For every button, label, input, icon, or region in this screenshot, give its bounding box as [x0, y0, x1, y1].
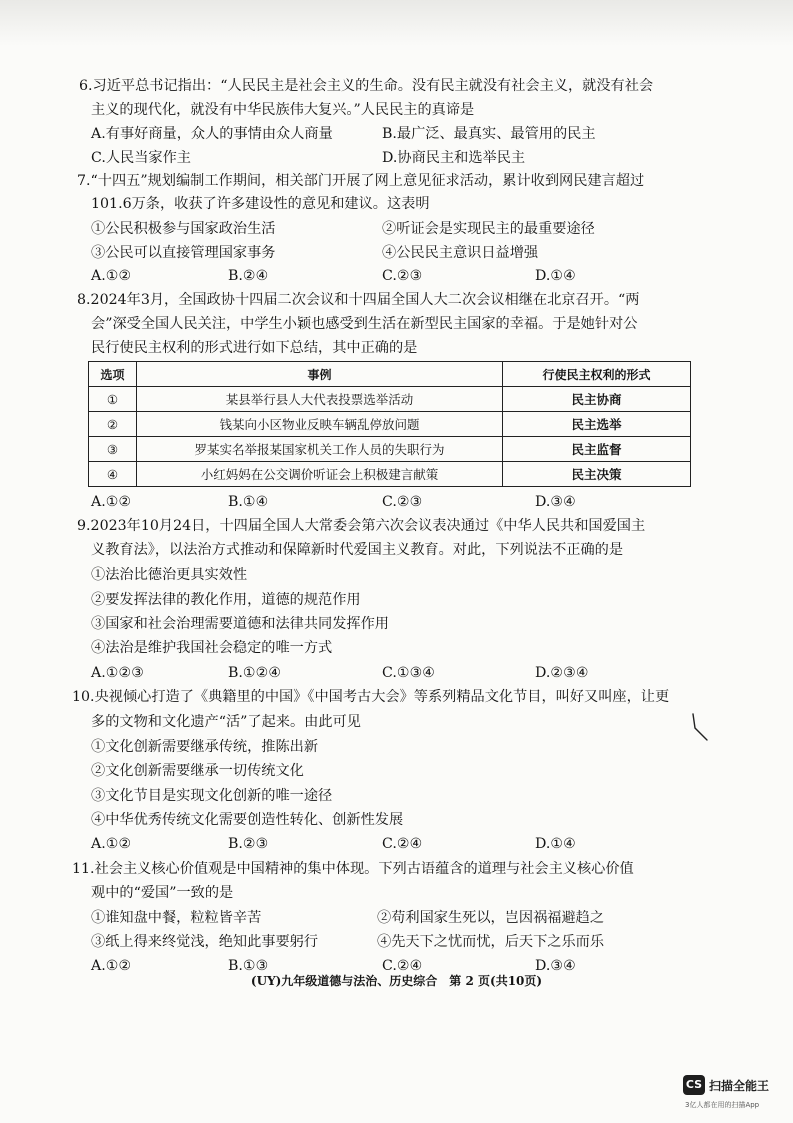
q8-table-header-case: 事例	[137, 362, 503, 387]
table-row	[89, 412, 691, 437]
q11-stem-line-1: 11.社会主义核心价值观是中国精神的集中体现。下列古语蕴含的道理与社会主义核心价值	[72, 861, 634, 877]
watermark-app-name: 扫描全能王	[709, 1079, 770, 1093]
q8-row-case: 小红妈妈在公交调价听证会上积极建言献策	[137, 462, 503, 487]
q6-option-b: B.最广泛、最真实、最管用的民主	[382, 126, 596, 142]
q8-row-case: 钱某向小区物业反映车辆乱停放问题	[137, 412, 503, 437]
q7-option-b: B.②④	[228, 268, 269, 284]
q8-row-label: ①	[89, 387, 137, 412]
q9-option-c: C.①③④	[382, 665, 436, 681]
q6-stem-line-1: 6.习近平总书记指出：“人民民主是社会主义的生命。没有民主就没有社会主义，就没有社会	[79, 78, 654, 94]
q9-statement-4: ④法治是维护我国社会稳定的唯一方式	[91, 640, 333, 656]
q7-stem-line-1: 7.“十四五”规划编制工作期间，相关部门开展了网上意见征求活动，累计收到网民建言超过	[77, 173, 645, 189]
q8-table	[88, 361, 691, 487]
table-row	[89, 437, 691, 462]
q8-option-b: B.①④	[228, 494, 269, 510]
q9-statement-1: ①法治比德治更具实效性	[91, 567, 248, 583]
q10-statement-4: ④中华优秀传统文化需要创造性转化、创新性发展	[91, 812, 404, 828]
q11-option-b: B.①③	[228, 958, 269, 974]
camscanner-logo-icon: CS	[683, 1075, 705, 1095]
q10-option-c: C.②④	[382, 836, 423, 852]
q7-stem-line-2: 101.6万条，收获了许多建设性的意见和建议。这表明	[91, 196, 430, 212]
table-row	[89, 387, 691, 412]
q8-row-form: 民主决策	[503, 462, 691, 487]
q8-row-label: ③	[89, 437, 137, 462]
q8-stem-line-1: 8.2024年3月，全国政协十四届二次会议和十四届全国人大二次会议相继在北京召开。“两	[77, 292, 640, 308]
q8-row-form: 民主选举	[503, 412, 691, 437]
q9-option-d: D.②③④	[535, 665, 589, 681]
q7-option-a: A.①②	[91, 268, 132, 284]
q10-option-b: B.②③	[228, 836, 269, 852]
q6-option-d: D.协商民主和选举民主	[382, 150, 526, 166]
q6-stem-line-2: 主义的现代化，就没有中华民族伟大复兴。”人民民主的真谛是	[91, 102, 475, 118]
q10-option-d: D.①④	[535, 836, 576, 852]
q11-statement-1: ①谁知盘中餐，粒粒皆辛苦	[91, 910, 262, 926]
q8-row-case: 罗某实名举报某国家机关工作人员的失职行为	[137, 437, 503, 462]
q6-option-c: C.人民当家作主	[91, 150, 191, 166]
q11-option-c: C.②④	[382, 958, 423, 974]
q8-stem-line-2: 会”深受全国人民关注，中学生小颖也感受到生活在新型民主国家的幸福。于是她针对公	[91, 316, 638, 332]
q11-statement-3: ③纸上得来终觉浅，绝知此事要躬行	[91, 934, 319, 950]
q8-table-header-option: 选项	[89, 362, 137, 387]
q10-statement-2: ②文化创新需要继承一切传统文化	[91, 763, 304, 779]
q8-row-label: ④	[89, 462, 137, 487]
q9-option-a: A.①②③	[91, 665, 144, 681]
q9-stem-line-2: 义教育法》，以法治方式推动和保障新时代爱国主义教育。对此，下列说法不正确的是	[91, 542, 624, 558]
q6-option-a: A.有事好商量，众人的事情由众人商量	[91, 126, 333, 142]
pencil-mark-icon	[690, 712, 712, 742]
q10-option-a: A.①②	[91, 836, 132, 852]
q10-stem-line-2: 多的文物和文化遗产“活”了起来。由此可见	[91, 714, 361, 730]
q8-row-form: 民主协商	[503, 387, 691, 412]
watermark-tagline: 3亿人都在用的扫描App	[685, 1101, 760, 1109]
q11-statement-4: ④先天下之忧而忧，后天下之乐而乐	[377, 934, 605, 950]
q9-option-b: B.①②④	[228, 665, 282, 681]
q8-option-d: D.③④	[535, 494, 576, 510]
q10-stem-line-1: 10.央视倾心打造了《典籍里的中国》《中国考古大会》等系列精品文化节目，叫好又叫座，让更	[72, 689, 670, 705]
q9-stem-line-1: 9.2023年10月24日，十四届全国人大常委会第六次会议表决通过《中华人民共和国爱国主	[77, 518, 646, 534]
q7-option-c: C.②③	[382, 268, 423, 284]
q8-table-header-form: 行使民主权利的形式	[503, 362, 691, 387]
q11-statement-2: ②苟利国家生死以，岂因祸福避趋之	[377, 910, 605, 926]
q7-statement-4: ④公民民主意识日益增强	[382, 245, 539, 261]
q10-statement-1: ①文化创新需要继承传统，推陈出新	[91, 739, 319, 755]
q8-row-form: 民主监督	[503, 437, 691, 462]
q8-stem-line-3: 民行使民主权利的形式进行如下总结，其中正确的是	[91, 340, 418, 356]
q8-table-header-row	[89, 362, 691, 387]
q10-statement-3: ③文化节目是实现文化创新的唯一途径	[91, 788, 333, 804]
q9-statement-3: ③国家和社会治理需要道德和法律共同发挥作用	[91, 616, 389, 632]
q8-row-case: 某县举行县人大代表投票选举活动	[137, 387, 503, 412]
q7-option-d: D.①④	[535, 268, 576, 284]
q8-row-label: ②	[89, 412, 137, 437]
page-footer: (UY)九年级道德与法治、历史综合 第 2 页(共10页)	[250, 974, 543, 988]
q9-statement-2: ②要发挥法律的教化作用，道德的规范作用	[91, 592, 361, 608]
q11-option-a: A.①②	[91, 958, 132, 974]
q11-stem-line-2: 观中的“爱国”一致的是	[91, 885, 234, 901]
table-row	[89, 462, 691, 487]
q7-statement-1: ①公民积极参与国家政治生活	[91, 221, 276, 237]
q7-statement-3: ③公民可以直接管理国家事务	[91, 245, 276, 261]
q8-option-c: C.②③	[382, 494, 423, 510]
q8-option-a: A.①②	[91, 494, 132, 510]
q11-option-d: D.③④	[535, 958, 576, 974]
q7-statement-2: ②听证会是实现民主的最重要途径	[382, 221, 595, 237]
